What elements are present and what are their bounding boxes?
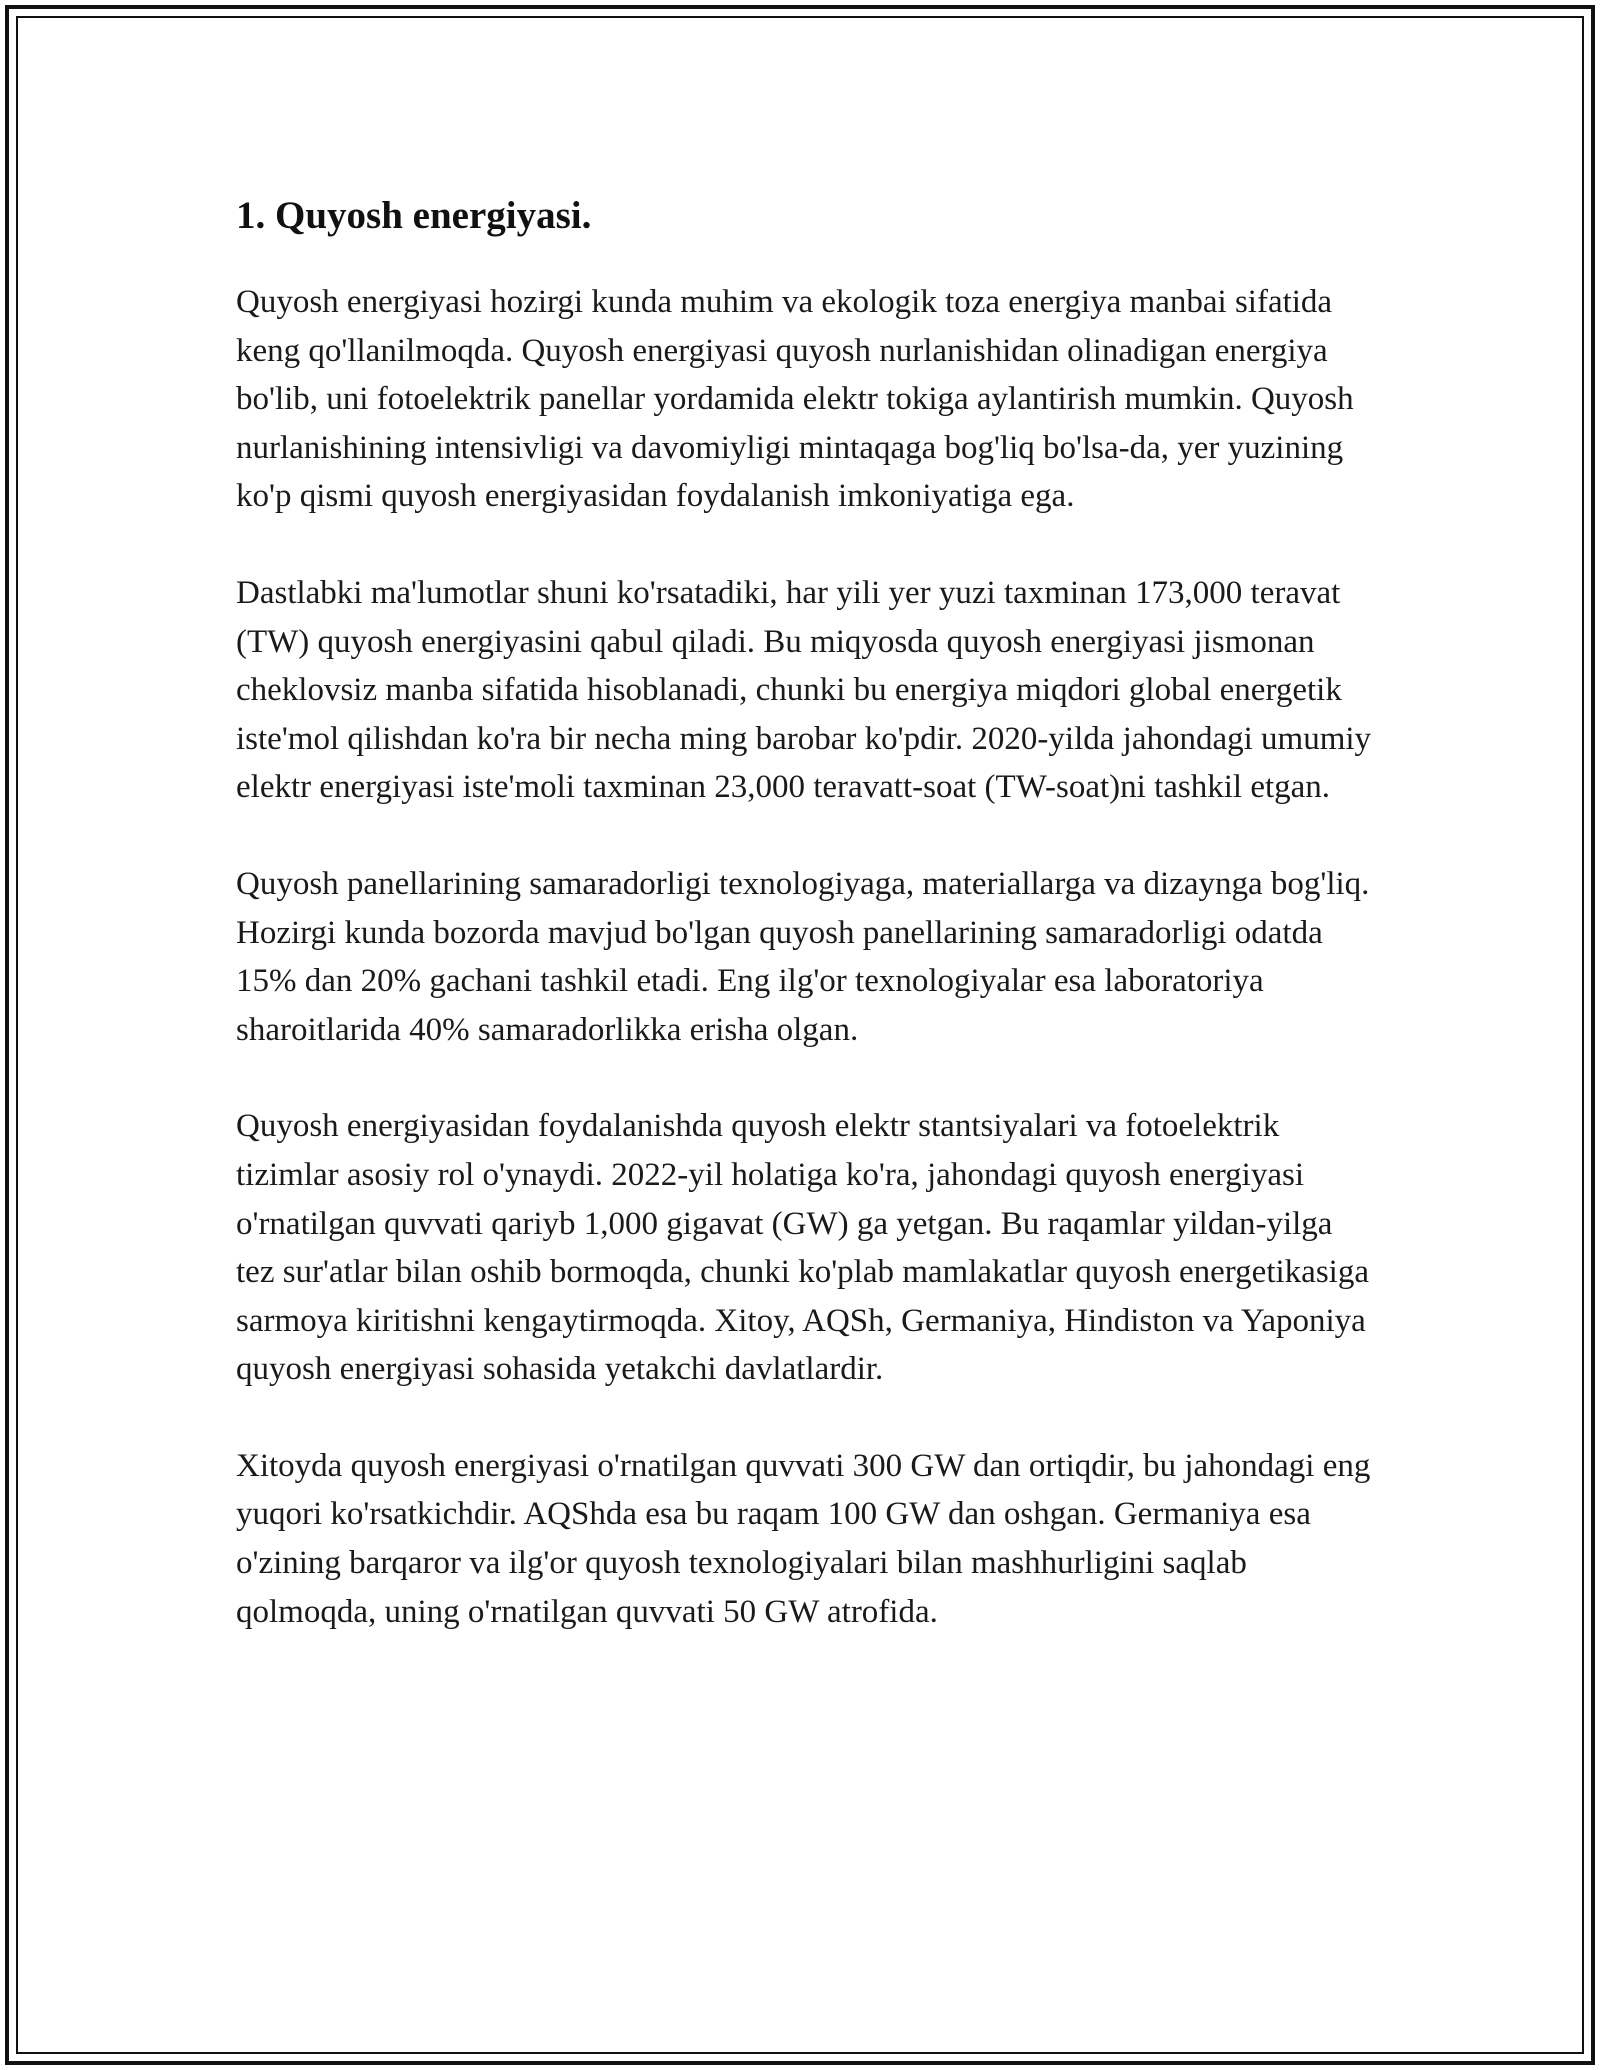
document-body [236, 188, 1376, 1684]
paragraph-solar-irradiance: Dastlabki ma'lumotlar shuni ko'rsatadiki, har yili yer yuzi taxminan 173,000 teravat (TW) quyosh energiyasini qabul qiladi. Bu miqyosda quyosh energiyasi jismonan cheklovsiz manba sifatida hisoblanadi, chunki bu energiya miqdori global energetik iste'mol qilishdan ko'ra bir necha ming barobar ko'pdir. 2020-yilda jahondagi umumiy elektr energiyasi iste'moli taxminan 23,000 teravatt-soat (TW-soat)ni tashkil etgan. [236, 574, 1372, 806]
section-heading: 1. Quyosh energiyasi. [236, 194, 592, 237]
paragraph-intro: Quyosh energiyasi hozirgi kunda muhim va ekologik toza energiya manbai sifatida keng qo'llanilmoqda. Quyosh energiyasi quyosh nurlanishidan olinadigan energiya bo'lib, uni fotoelektrik panellar yordamida elektr tokiga aylantirish mumkin. Quyosh nurlanishining intensivligi va davomiyligi mintaqaga bog'liq bo'lsa-da, yer yuzining ko'p qismi quyosh energiyasidan foydalanish imkoniyatiga ega. [236, 284, 1354, 515]
paragraph-country-leaders: Xitoyda quyosh energiyasi o'rnatilgan quvvati 300 GW dan ortiqdir, bu jahondagi eng yuqori ko'rsatkichdir. AQShda esa bu raqam 100 GW dan oshgan. Germaniya esa o'zining barqaror va ilg'or quyosh texnologiyalari bilan mashhurligini saqlab qolmoqda, uning o'rnatilgan quvvati 50 GW atrofida. [236, 1447, 1371, 1630]
paragraph-panel-efficiency: Quyosh panellarining samaradorligi texnologiyaga, materiallarga va dizaynga bog'liq. Hozirgi kunda bozorda mavjud bo'lgan quyosh panellarining samaradorligi odatda 15% dan 20% gachani tashkil etadi. Eng ilg'or texnologiyalar esa laboratoriya sharoitlarida 40% samaradorlikka erisha olgan. [236, 865, 1370, 1048]
paragraph-installed-capacity: Quyosh energiyasidan foydalanishda quyosh elektr stantsiyalari va fotoelektrik tizimlar asosiy rol o'ynaydi. 2022-yil holatiga ko'ra, jahondagi quyosh energiyasi o'rnatilgan quvvati qariyb 1,000 gigavat (GW) ga yetgan. Bu raqamlar yildan-yilga tez sur'atlar bilan oshib bormoqda, chunki ko'plab mamlakatlar quyosh energetikasiga sarmoya kiritishni kengaytirmoqda. Xitoy, AQSh, Germaniya, Hindiston va Yaponiya quyosh energiyasi sohasida yetakchi davlatlardir. [236, 1108, 1369, 1388]
